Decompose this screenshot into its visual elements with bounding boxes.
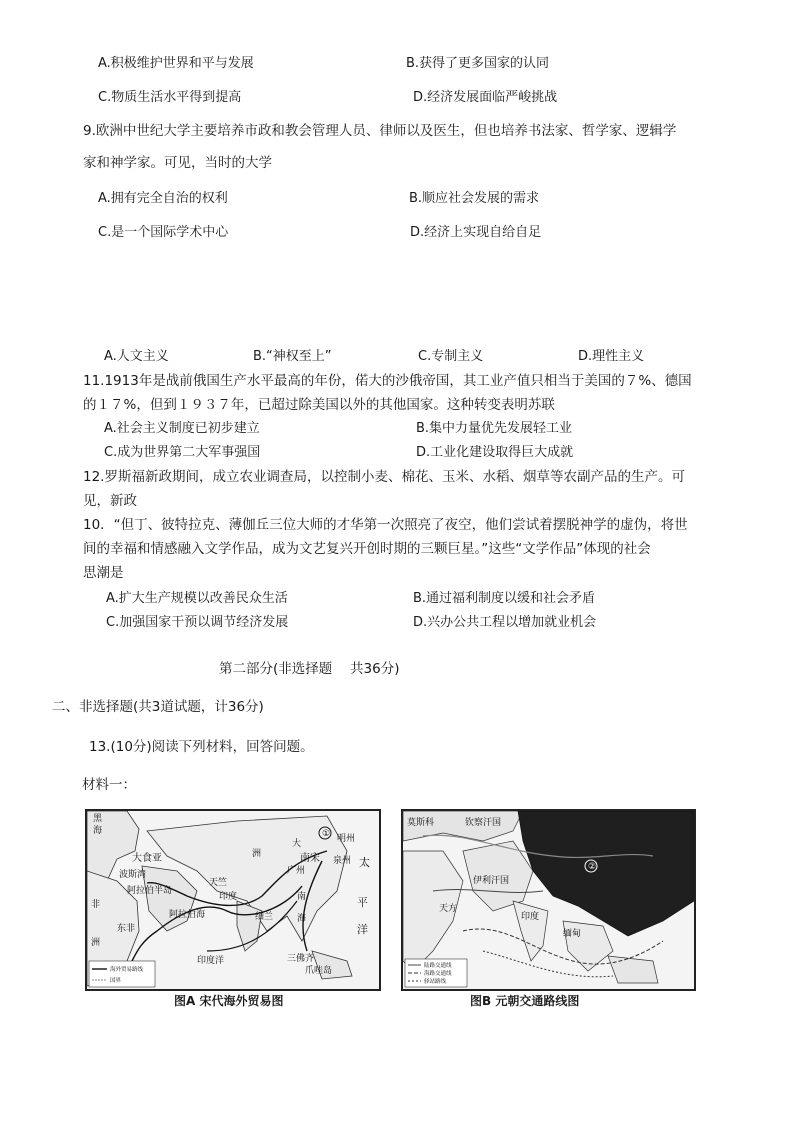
map-a-label-yang: 洋 [357, 923, 368, 936]
q11-option-a: A.社会主义制度已初步建立 [104, 421, 260, 436]
map-b-marker-2: ② [588, 862, 597, 872]
q13-stem: 13.(10分)阅读下列材料，回答问题。 [89, 739, 314, 755]
map-a-label-mingzhou: 明州 [337, 834, 356, 844]
map-a-label-zhou-center: 洲 [252, 849, 262, 859]
map-a-caption: 图A 宋代海外贸易图 [174, 994, 284, 1008]
q11-option-b: B.集中力量优先发展轻工业 [416, 421, 573, 436]
q10-stem-line1: 10．“但丁、彼特拉克、薄伽丘三位大师的才华第一次照亮了夜空，他们尝试着摆脱神学的虚伪，将世 [83, 517, 688, 533]
q10-option-c: C.专制主义 [418, 349, 484, 364]
map-b-legend-sea: 海路交通线 [424, 971, 452, 977]
map-a-label-zhuawa: 爪哇岛 [305, 966, 333, 976]
map-a-label-song: 南宋 [300, 853, 320, 864]
map-a-label-dongfei: 东非 [117, 924, 136, 934]
map-a-label-nan: 南 [297, 892, 307, 902]
map-a-label-sanfoqi: 三佛齐 [287, 954, 315, 964]
map-a-label-alabo-island: 阿拉伯半岛 [127, 886, 173, 896]
map-a-label-yindu: 印度 [219, 892, 238, 902]
map-b-label-qincha: 钦察汗国 [465, 818, 502, 828]
q8-option-a: A.积极维护世界和平与发展 [98, 56, 254, 71]
q9-stem-line1: 9.欧洲中世纪大学主要培养市政和教会管理人员、律师以及医生，但也培养书法家、哲学家、逻辑学 [83, 123, 677, 139]
q8-option-b: B.获得了更多国家的认同 [406, 56, 550, 71]
map-a-label-hai-nan: 海 [297, 914, 307, 924]
map-a-marker-1: ① [322, 829, 331, 839]
q12-option-d: D.兴办公共工程以增加就业机会 [413, 615, 597, 630]
q12-option-a: A.扩大生产规模以改善民众生活 [106, 591, 288, 606]
q11-stem-line2: 的１７%，但到１９３７年，已超过除美国以外的其他国家。这种转变表明苏联 [83, 397, 555, 413]
map-a-label-tianzhu: 天竺 [209, 878, 228, 888]
map-a-label-zhou-left: 洲 [91, 938, 101, 948]
q11-stem-line1: 11.1913年是战前俄国生产水平最高的年份，偌大的沙俄帝国，其工业产值只相当于美国的７%、德国 [83, 373, 692, 389]
part2-title: 第二部分(非选择题 共36分) [219, 661, 400, 677]
map-b-caption: 图B 元朝交通路线图 [470, 994, 580, 1008]
map-a-legend-route: 海外贸易路线 [110, 967, 144, 973]
yuan-routes-map [401, 809, 696, 991]
map-a-label-ping: 平 [357, 896, 368, 909]
map-b-label-yili: 伊利汗国 [473, 876, 510, 886]
map-a-label-yinduyang: 印度洋 [197, 956, 225, 966]
q8-option-c: C.物质生活水平得到提高 [98, 90, 242, 105]
q12-option-c: C.加强国家干预以调节经济发展 [106, 615, 289, 630]
song-trade-map [85, 809, 381, 991]
q10-option-b: B.“神权至上” [253, 349, 332, 364]
material-label: 材料一： [82, 777, 136, 793]
map-a-label-guangzhou: 广州 [287, 866, 306, 876]
map-a-label-alabo-sea: 阿拉伯海 [169, 910, 206, 920]
map-b-legend-rail: 驿站路线 [424, 979, 447, 985]
q10-stem-line2: 间的幸福和情感融入文学作品，成为文艺复兴开创时期的三颗巨星。”这些“文学作品”体现的社会 [83, 541, 651, 557]
q11-option-c: C.成为世界第二大军事强国 [104, 445, 261, 460]
map-a-label-dashiya: 大食亚 [132, 853, 162, 864]
map-b-label-yindu: 印度 [521, 912, 540, 922]
q10-stem-line3: 思潮是 [83, 565, 124, 581]
map-a-label-hei: 黑 [93, 814, 103, 824]
map-a-label-fei: 非 [91, 900, 101, 910]
map-a-label-xilan: 细兰 [255, 912, 274, 922]
map-a-label-bosi: 波斯湾 [119, 870, 147, 880]
q10-option-a: A.人文主义 [104, 349, 169, 364]
map-a-label-da: 大 [292, 839, 302, 849]
q9-option-a: A.拥有完全自治的权利 [98, 191, 228, 206]
map-b-legend-land: 陆路交通线 [424, 963, 452, 969]
map-a-legend-border: 国界 [110, 978, 122, 984]
q11-option-d: D.工业化建设取得巨大成就 [416, 445, 574, 460]
q10-option-d: D.理性主义 [578, 349, 645, 364]
map-a-label-hai: 海 [93, 826, 103, 836]
section-heading: 二、非选择题(共3道试题，计36分) [52, 699, 264, 715]
q12-stem-line1: 12.罗斯福新政期间，成立农业调查局，以控制小麦、棉花、玉米、水稻、烟草等农副产品的生产。可 [83, 469, 685, 485]
q12-option-b: B.通过福利制度以缓和社会矛盾 [413, 591, 596, 606]
map-b-label-moscow: 莫斯科 [407, 818, 435, 828]
q9-option-d: D.经济上实现自给自足 [410, 225, 542, 240]
q9-option-c: C.是一个国际学术中心 [98, 225, 229, 240]
map-a-label-quanzhou: 泉州 [333, 856, 352, 866]
map-b-label-tianfang: 天方 [439, 904, 458, 914]
map-b-label-mianguo: 缅甸 [563, 929, 582, 939]
q12-stem-line2: 见，新政 [83, 493, 137, 509]
q9-stem-line2: 家和神学家。可见，当时的大学 [83, 155, 272, 171]
q8-option-d: D.经济发展面临严峻挑战 [413, 90, 558, 105]
map-a-label-tai: 太 [359, 856, 370, 869]
q9-option-b: B.顺应社会发展的需求 [409, 191, 540, 206]
